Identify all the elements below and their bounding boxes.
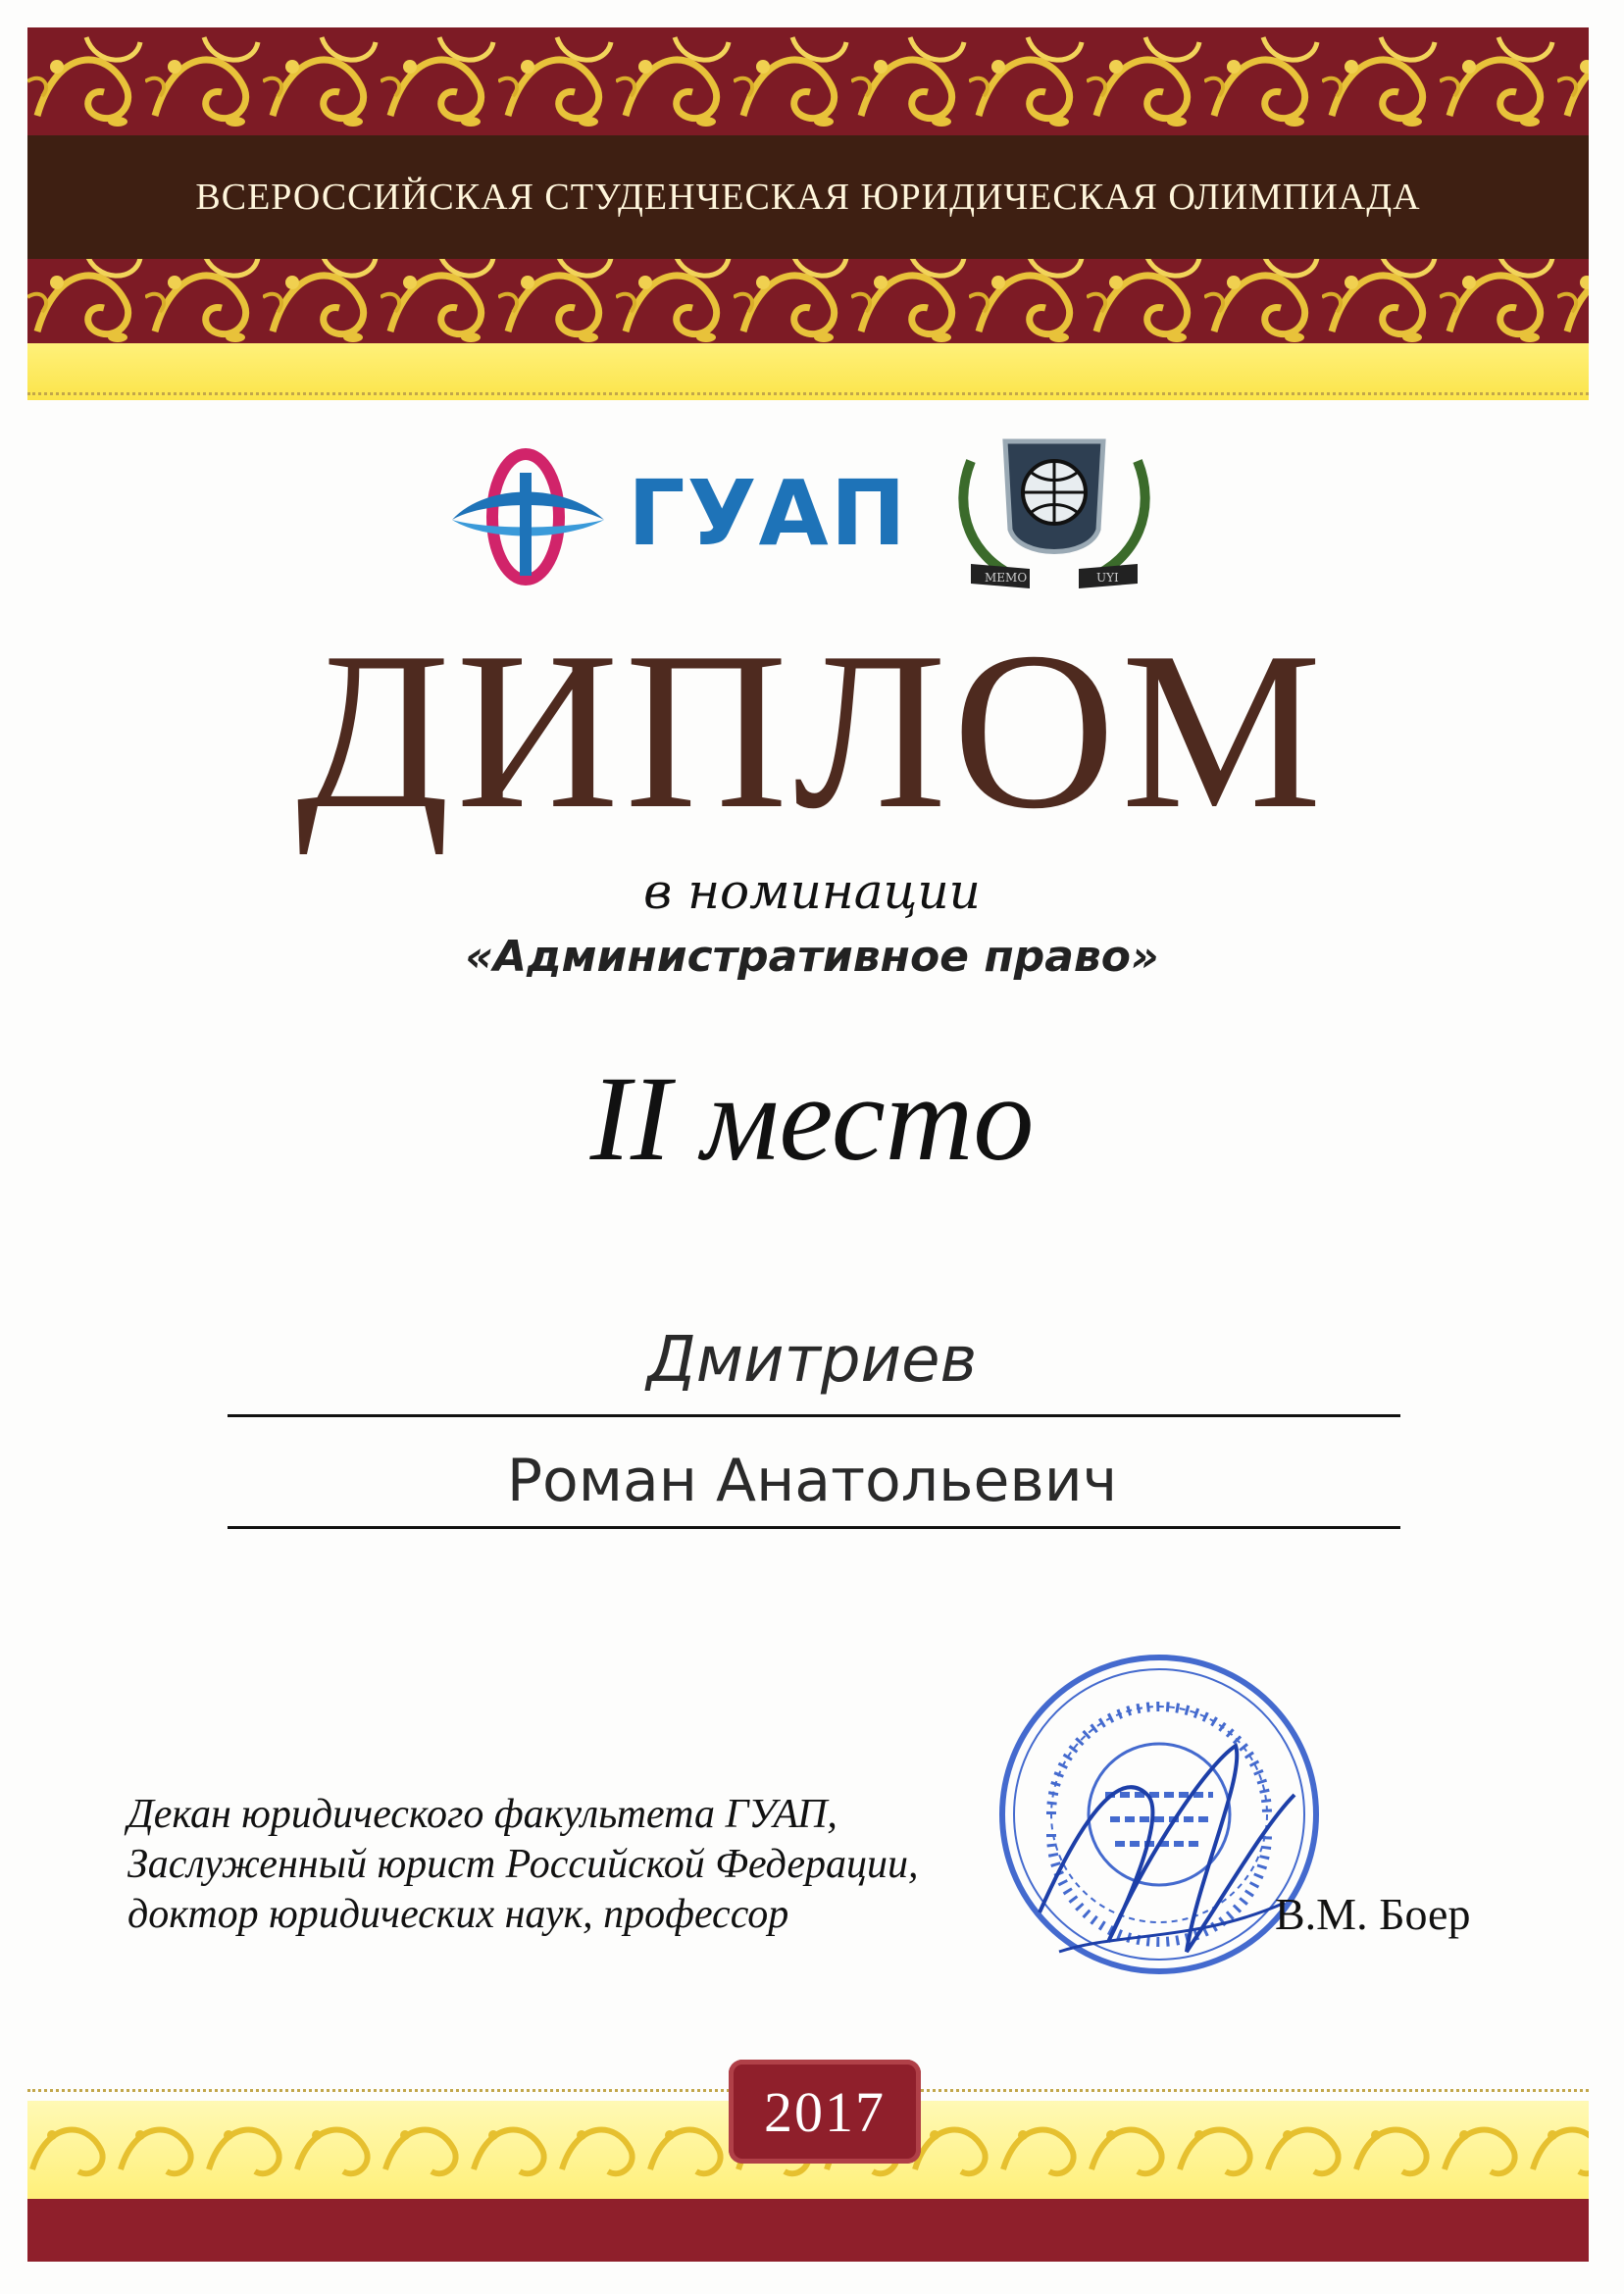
name-underline — [228, 1526, 1400, 1529]
year-plaque — [729, 2060, 921, 2164]
nomination-intro: в номинации — [643, 863, 981, 920]
nomination-name: «Административное право» — [465, 932, 1159, 982]
faculty-emblem-icon — [951, 422, 1157, 598]
dean-credentials — [127, 1790, 1010, 1941]
dotted-divider — [27, 392, 1589, 395]
recipient-surname: Дмитриев — [646, 1324, 978, 1397]
emblem-ribbon-right: UYI — [1096, 571, 1119, 585]
guap-wordmark: ГУАП — [628, 461, 908, 566]
handwritten-signature — [1000, 1707, 1324, 2001]
dean-line-1: Декан юридического факультета ГУАП, — [127, 1792, 837, 1837]
emblem-ribbon-left: MEMO — [985, 571, 1028, 585]
place-award: II место — [589, 1051, 1035, 1186]
dean-line-2: Заслуженный юрист Российской Федерации, — [127, 1842, 919, 1888]
diploma-title: ДИПЛОМ — [296, 605, 1328, 855]
recipient-name: Роман Анатольевич — [506, 1447, 1118, 1515]
dean-line-3: доктор юридических наук, профессор — [127, 1892, 789, 1938]
year-text: 2017 — [764, 2079, 886, 2144]
surname-underline — [228, 1414, 1400, 1417]
bottom-red-band — [27, 2199, 1589, 2262]
banner-title-band — [27, 135, 1589, 259]
signer-name: В.М. Боер — [1275, 1889, 1471, 1939]
olympiad-title: ВСЕРОССИЙСКАЯ СТУДЕНЧЕСКАЯ ЮРИДИЧЕСКАЯ ОЛИМПИАДА — [195, 177, 1421, 218]
top-ornamental-banner — [27, 27, 1589, 400]
